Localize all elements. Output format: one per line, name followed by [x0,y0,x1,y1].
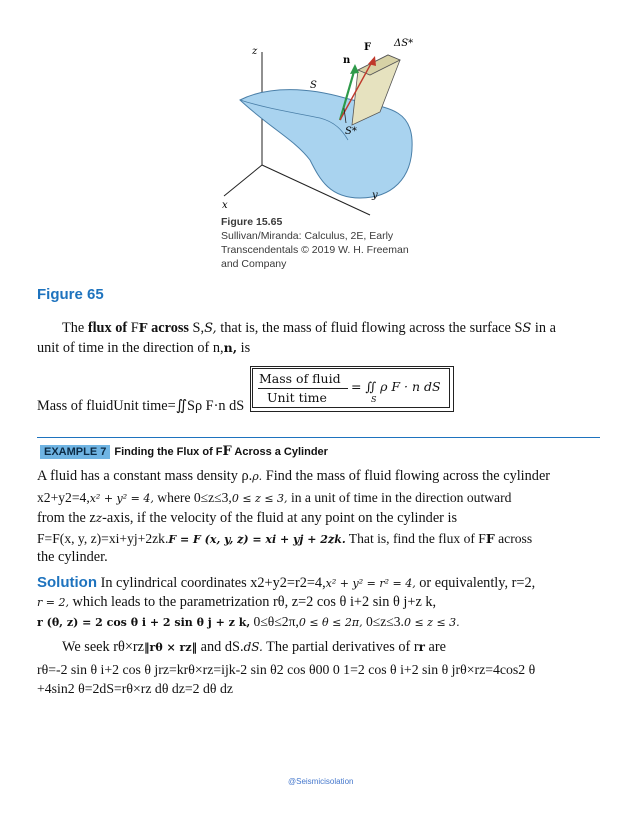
math-rho: ρ. [252,470,263,483]
text: F=F(x, y, z)=xi+yj+2zk. [37,531,169,546]
across-term: across [147,320,189,336]
math-F: F [485,531,495,546]
example-title-rest: Across a Cylinder [231,446,328,458]
text: which leads to the parametrization rθ, z=2 cos θ i+2 sin θ j+z k, [68,594,437,610]
delta-s-star-label: ΔS* [394,38,414,49]
math-parametrization: r (θ, z) = 2 cos θ i + 2 sin θ j + z k, [37,616,251,629]
text: x2+y2=4, [37,490,90,505]
example-title: Finding the Flux of F [114,446,223,458]
text: In cylindrical coordinates x2+y2=r2=4, [97,575,326,591]
flux-term: flux of [87,320,128,336]
text: across [494,531,533,546]
example-divider [37,437,600,438]
math-cross-norm: ‖rθ × rz‖ [144,641,198,654]
text: The [62,320,88,336]
solution-label: Solution [37,574,97,591]
n-label: n [343,55,351,66]
text: 0≤θ≤2π, [250,614,299,629]
formula-rhs: = ∬ ρ F · n dS [351,379,441,394]
figure-caption [221,215,409,271]
flux-definition-line2 [37,340,250,357]
math-S: S [522,321,532,336]
problem-line1 [37,468,550,485]
math-dS: dS. [243,640,263,654]
x-axis-label: x [222,200,228,211]
flux-definition-line1 [62,320,556,337]
text: that is, the mass of fluid flowing across the surface S [216,320,523,336]
text: The partial derivatives of r [262,639,419,655]
solution-line1 [37,574,535,592]
math-cylinder-eq: x² + y² = 4, [89,492,154,505]
math-S: S, [204,321,217,336]
math-z: z [95,511,103,525]
text: F [127,320,139,336]
figure-caption-line1: Sullivan/Miranda: Calculus, 2E, Early [221,230,394,242]
text: from the z [37,510,96,526]
normal-arrowhead [350,64,359,74]
math-n: n, [223,340,238,355]
formula-numerator: Mass of fluid [259,371,341,386]
text: -axis, if the velocity of the fluid at any point on the cylinder is [102,510,458,526]
math-r-eq: r = 2, [37,596,69,609]
footer-watermark: @Seismicisolation [288,777,354,786]
math-F: F [138,320,148,335]
math-r: r [418,640,425,654]
math-cylindrical-eq: x² + y² = r² = 4, [325,577,416,590]
solution-line5: rθ=-2 sin θ i+2 cos θ jrz=krθ×rz=ijk-2 sin θ2 cos θ00 0 1=2 cos θ i+2 sin θ jrθ×rz=4cos2 θ [37,662,536,677]
section-heading: Figure 65 [37,286,104,303]
figure-caption-line3: and Company [221,258,287,270]
solution-line4 [62,639,446,656]
problem-line3 [37,510,457,527]
text: is [237,340,251,356]
solution-line6: +4sin2 θ=2dS=rθ×rz dθ dz=2 dθ dz [37,681,234,696]
formula-denominator: Unit time [267,390,327,405]
flux-formula-box [250,366,454,412]
example-title-F: F [222,444,232,459]
problem-line2 [37,490,511,506]
solution-line2 [37,594,436,611]
math-velocity-field: F = F (x, y, z) = xi + yj + 2zk. [168,533,346,546]
text: unit of time in the direction of n, [37,340,224,356]
problem-line4 [37,531,532,547]
text: We seek rθ×rz [62,639,145,655]
formula-subscript: S [371,395,377,404]
figure-caption-line2: Transcendentals © 2019 W. H. Freeman [221,244,409,256]
figure-caption-title: Figure 15.65 [221,216,283,228]
y-axis-label: y [372,190,378,201]
x-axis [224,165,262,196]
surface-s [240,90,412,198]
formula-fraction-bar [258,388,348,389]
math-theta-range: 0 ≤ θ ≤ 2π, [298,616,363,629]
s-label: S [310,80,317,91]
problem-line5: the cylinder. [37,549,108,565]
text: S, [188,320,205,336]
text: or equivalently, r=2, [415,575,536,591]
f-label: F [364,42,372,53]
text: where 0≤z≤3, [153,490,232,505]
solution-line3 [37,614,460,630]
math-z-range: 0 ≤ z ≤ 3, [231,492,288,505]
mass-flow-text: Mass of fluidUnit time=∬Sρ F·n dS [37,398,245,414]
text: in a [531,320,556,336]
figure-15-65-surface-diagram [210,30,450,230]
text: in a unit of time in the direction outward [287,490,512,505]
text: Find the mass of fluid flowing across the cylinder [262,468,551,484]
example-header [40,442,328,460]
math-z-range: 0 ≤ z ≤ 3. [403,616,460,629]
text: That is, find the flux of F [345,531,486,546]
text: and dS. [197,639,244,655]
text: A fluid has a constant mass density ρ. [37,468,253,484]
s-star-label: S* [345,126,357,137]
example-badge: EXAMPLE 7 [40,445,110,459]
text: are [424,639,446,655]
text: 0≤z≤3. [362,614,404,629]
z-axis-label: z [252,46,258,57]
